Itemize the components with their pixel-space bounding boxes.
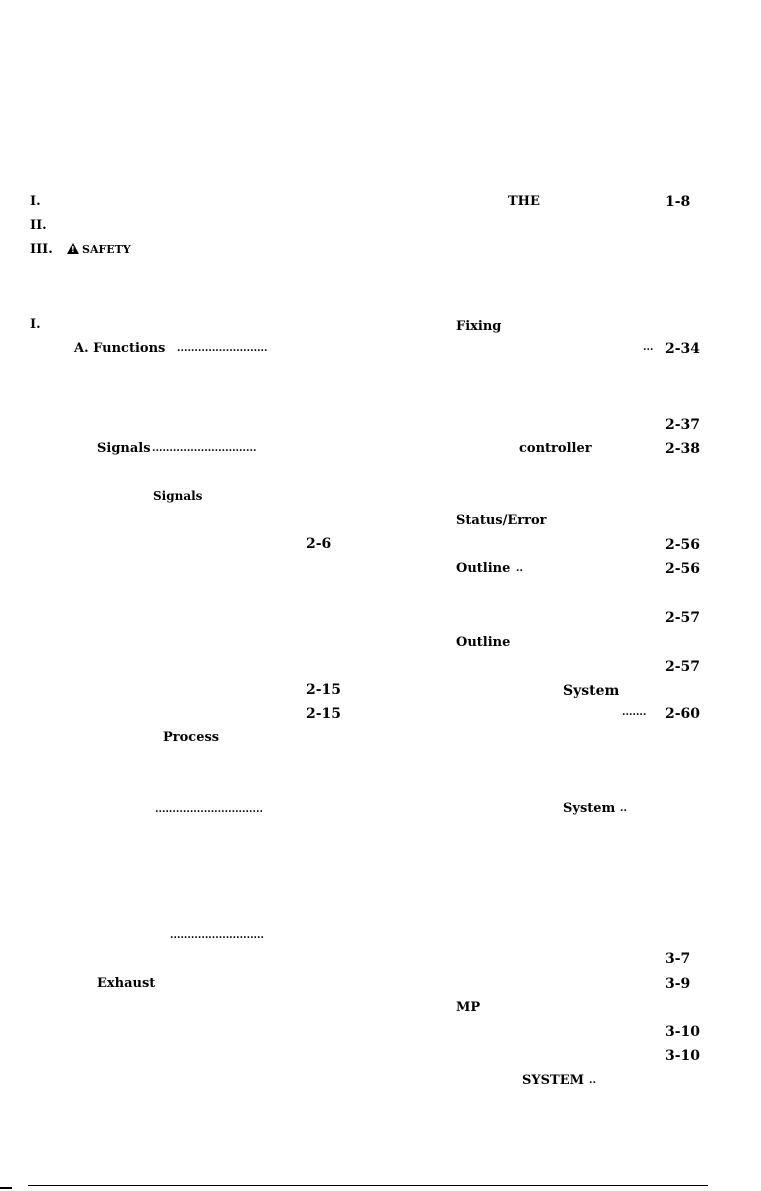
page-number: 2-37 [665,417,701,433]
warning-triangle-icon [67,243,79,254]
page-number: 3-9 [665,976,691,992]
signals-label-2: Signals [153,489,203,503]
leader-dots: ....... [622,707,647,718]
edge-mark [0,1187,12,1189]
leader-dots: ........................... [170,930,264,941]
system-heading: SYSTEM [522,1073,585,1088]
functions-leader-dots: .......................... [177,343,268,354]
bottom-rule [28,1185,708,1186]
mp-label: MP [456,1000,481,1015]
signals-leader-dots: .............................. [152,443,257,454]
system-label: System [563,683,620,699]
leader-dots: .. [516,563,523,574]
page-number: 2-15 [306,706,342,722]
page-number: 2-38 [665,441,701,457]
functions-label: A. Functions [74,341,166,356]
signals-label: Signals [97,441,151,456]
section-numeral-3: III. [30,242,53,257]
leader-dots: ... [643,342,654,353]
controller-label: controller [519,441,592,456]
the-label: THE [508,194,540,209]
status-error-label: Status/Error [456,513,547,528]
page-number: 3-10 [665,1024,701,1040]
leader-dots: ............................... [155,804,263,815]
exhaust-label: Exhaust [97,976,156,991]
page-number: 3-7 [665,951,691,967]
outline-label: Outline [456,561,511,576]
outline-label-2: Outline [456,635,511,650]
page-number: 1-8 [665,194,691,210]
page-number: 2-15 [306,682,342,698]
page-number: 2-56 [665,537,701,553]
page-number: 2-60 [665,706,701,722]
section-numeral-1: I. [30,194,41,209]
process-label: Process [163,730,220,745]
page-number: 2-34 [665,341,701,357]
page-number: 2-57 [665,610,701,626]
section-numeral-2: II. [30,218,47,233]
page-number: 3-10 [665,1048,701,1064]
fixing-label: Fixing [456,319,502,334]
page-number: 2-57 [665,659,701,675]
page-number: 2-6 [306,536,332,552]
chapter2-numeral: I. [30,317,41,332]
system-label-2: System [563,801,616,816]
page-number: 2-56 [665,561,701,577]
safety-heading: SAFETY [82,243,131,256]
leader-dots: .. [620,803,627,814]
leader-dots: .. [589,1075,596,1086]
